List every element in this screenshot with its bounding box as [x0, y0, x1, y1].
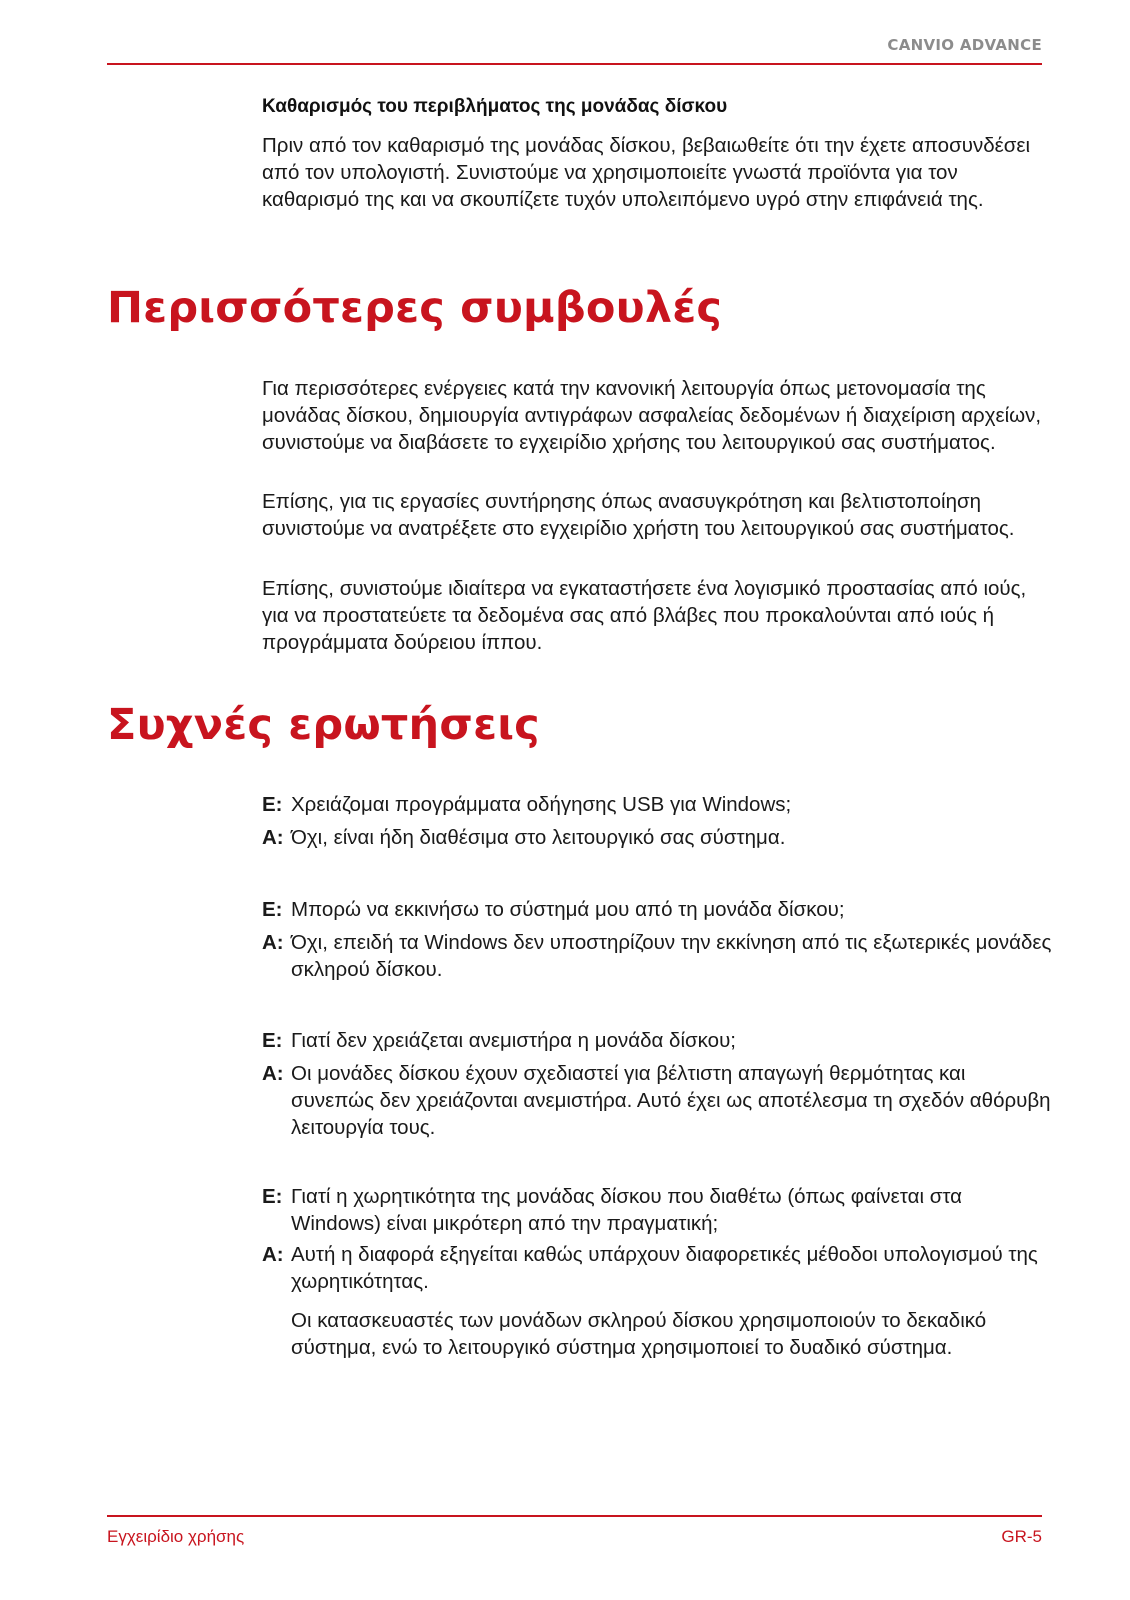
answer-text: Όχι, επειδή τα Windows δεν υποστηρίζουν την εκκίνηση από τις εξωτερικές μονάδες σκληρού δίσκου. [291, 931, 1052, 981]
faq-answer-1 [262, 824, 1052, 851]
cleaning-heading: Καθαρισμός του περιβλήματος της μονάδας δίσκου [262, 96, 728, 117]
header-rule [107, 63, 1042, 65]
faq-answer-2 [262, 929, 1052, 983]
faq-title: Συχνές ερωτήσεις [107, 700, 540, 750]
answer-text: Οι μονάδες δίσκου έχουν σχεδιαστεί για βέλτιστη απαγωγή θερμότητας και συνεπώς δεν χρειάζονται ανεμιστήρα. Αυτό έχει ως αποτέλεσμα τη σχεδόν αθόρυβη λειτουργία τους. [291, 1062, 1051, 1139]
faq-question-4 [262, 1183, 1052, 1237]
cleaning-body: Πριν από τον καθαρισμό της μονάδας δίσκου, βεβαιωθείτε ότι την έχετε αποσυνδέσει από τον υπολογιστή. Συνιστούμε να χρησιμοποιείτε γνωστά προϊόντα για τον καθαρισμό της και να σκουπίζετε τυχόν υπολειπόμενο υγρό στην επιφάνειά της. [262, 134, 1031, 211]
question-text: Χρειάζομαι προγράμματα οδήγησης USB για Windows; [291, 793, 792, 816]
tips-title: Περισσότερες συμβουλές [107, 283, 723, 333]
question-tag: E: [262, 898, 283, 921]
question-tag: E: [262, 1185, 283, 1208]
answer-tag: A: [262, 931, 284, 954]
header-product-label: CANVIO ADVANCE [887, 36, 1042, 54]
answer-text: Αυτή η διαφορά εξηγείται καθώς υπάρχουν διαφορετικές μέθοδοι υπολογισμού της χωρητικότητας. [291, 1243, 1038, 1293]
faq-answer-4 [262, 1241, 1052, 1295]
question-tag: E: [262, 1029, 283, 1052]
faq-question-2 [262, 896, 1052, 923]
question-tag: E: [262, 793, 283, 816]
faq-question-1 [262, 791, 1052, 818]
footer-page-number: GR-5 [1001, 1527, 1042, 1546]
question-text: Γιατί δεν χρειάζεται ανεμιστήρα η μονάδα δίσκου; [291, 1029, 736, 1052]
question-text: Γιατί η χωρητικότητα της μονάδας δίσκου που διαθέτω (όπως φαίνεται στα Windows) είναι μικρότερη από την πραγματική; [291, 1185, 963, 1235]
faq-question-3 [262, 1027, 1052, 1054]
tips-paragraph-2: Επίσης, για τις εργασίες συντήρησης όπως ανασυγκρότηση και βελτιστοποίηση συνιστούμε να ανατρέξετε στο εγχειρίδιο χρήστη του λειτουργικού σας συστήματος. [262, 490, 1015, 540]
answer-tag: A: [262, 1062, 284, 1085]
footer-rule [107, 1515, 1042, 1517]
tips-paragraph-1: Για περισσότερες ενέργειες κατά την κανονική λειτουργία όπως μετονομασία της μονάδας δίσκου, δημιουργία αντιγράφων ασφαλείας δεδομένων ή διαχείριση αρχείων, συνιστούμε να διαβάσετε το εγχειρίδιο χρήσης του λειτουργικού σας συστήματος. [262, 377, 1042, 454]
tips-paragraph-3: Επίσης, συνιστούμε ιδιαίτερα να εγκαταστήσετε ένα λογισμικό προστασίας από ιούς, για να προστατεύετε τα δεδομένα σας από βλάβες που προκαλούνται από ιούς ή προγράμματα δούρειου ίππου. [262, 577, 1027, 654]
faq-answer-3 [262, 1060, 1052, 1141]
answer-tag: A: [262, 826, 284, 849]
answer-tag: A: [262, 1243, 284, 1266]
faq-answer-4-extra: Οι κατασκευαστές των μονάδων σκληρού δίσκου χρησιμοποιούν το δεκαδικό σύστημα, ενώ το λειτουργικό σύστημα χρησιμοποιεί το δυαδικό σύστημα. [291, 1309, 987, 1359]
answer-text: Όχι, είναι ήδη διαθέσιμα στο λειτουργικό σας σύστημα. [291, 826, 786, 849]
question-text: Μπορώ να εκκινήσω το σύστημά μου από τη μονάδα δίσκου; [291, 898, 845, 921]
footer-manual-title: Εγχειρίδιο χρήσης [107, 1527, 245, 1546]
